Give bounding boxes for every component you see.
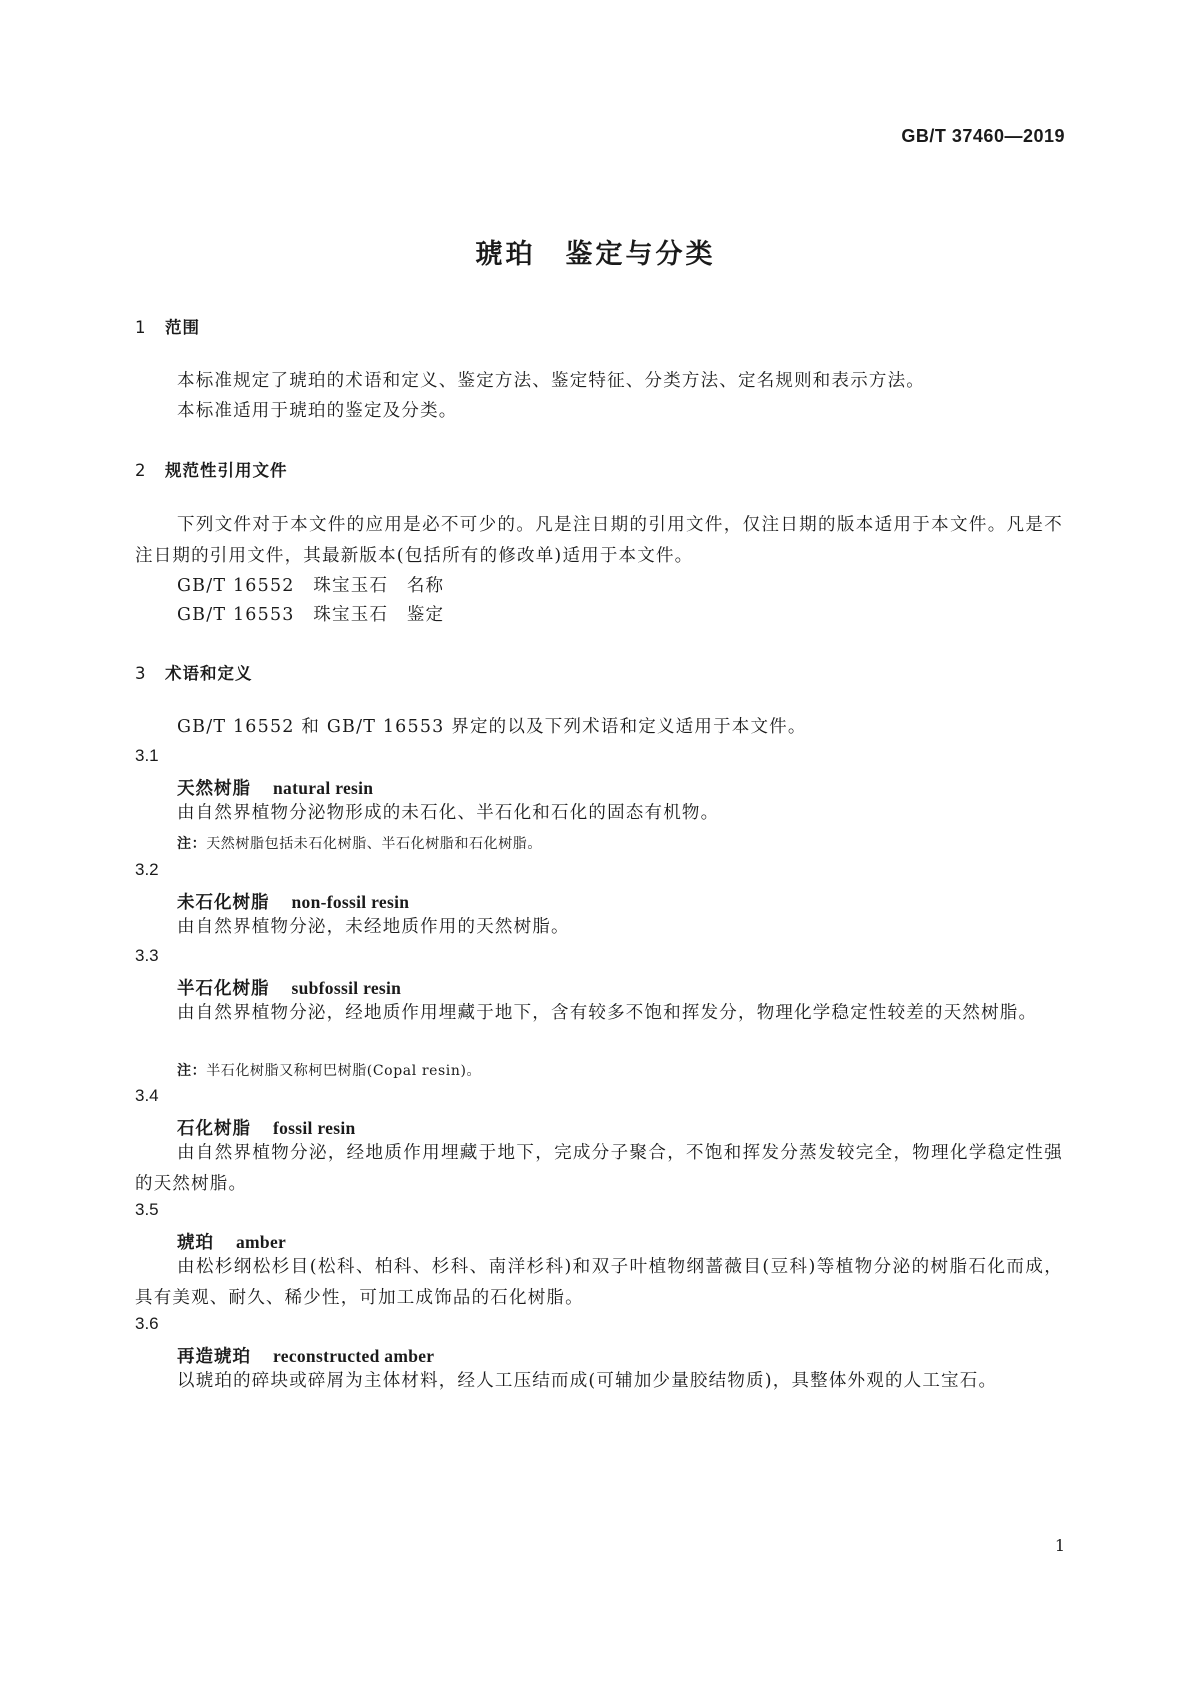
section-title: 规范性引用文件 [165,461,288,480]
term-definition: 由自然界植物分泌，未经地质作用的天然树脂。 [177,917,570,937]
page-number: 1 [1054,1536,1065,1555]
term-english: reconstructed amber [273,1346,435,1366]
normative-reference: GB/T 16553 珠宝玉石 鉴定 [177,605,445,625]
term-chinese: 半石化树脂 [177,979,270,999]
clause-number: 3.6 [135,1314,159,1333]
section-2-paragraph: 下列文件对于本文件的应用是必不可少的。凡是注日期的引用文件，仅注日期的版本适用于本文件。凡是不注日期的引用文件，其最新版本(包括所有的修改单)适用于本文件。 [135,515,1063,566]
term-heading [177,975,401,1000]
note-label: 注： [177,836,207,852]
term-heading [177,775,373,800]
note-text: 天然树脂包括未石化树脂、半石化树脂和石化树脂。 [206,836,543,852]
section-title: 术语和定义 [165,664,253,683]
term-heading [177,1229,286,1254]
term-definition: 由自然界植物分泌，经地质作用埋藏于地下，完成分子聚合，不饱和挥发分蒸发较完全，物理化学稳定性强的天然树脂。 [135,1143,1063,1194]
term-note [177,833,542,853]
term-chinese: 琥珀 [177,1233,214,1253]
term-chinese: 再造琥珀 [177,1347,251,1367]
standard-number: GB/T 37460—2019 [901,126,1065,146]
clause-number: 3.5 [135,1200,159,1219]
clause-number: 3.4 [135,1086,159,1105]
section-3-heading [135,660,253,684]
section-1-paragraph-2: 本标准适用于琥珀的鉴定及分类。 [177,401,458,421]
term-chinese: 天然树脂 [177,779,251,799]
section-title: 范围 [165,318,200,337]
section-number: 1 [135,318,147,337]
term-english: amber [236,1232,287,1252]
term-definition: 由自然界植物分泌，经地质作用埋藏于地下，含有较多不饱和挥发分，物理化学稳定性较差的天然树脂。 [177,1003,1038,1023]
section-3-intro: GB/T 16552 和 GB/T 16553 界定的以及下列术语和定义适用于本文件。 [177,717,807,737]
term-note [177,1060,481,1080]
term-english: natural resin [273,778,374,798]
term-heading [177,889,409,914]
section-number: 2 [135,461,147,480]
term-definition: 由松杉纲松杉目(松科、柏科、杉科、南洋杉科)和双子叶植物纲蔷薇目(豆科)等植物分泌的树脂石化而成，具有美观、耐久、稀少性，可加工成饰品的石化树脂。 [135,1257,1063,1308]
term-english: subfossil resin [291,978,402,998]
clause-number: 3.1 [135,746,159,765]
section-1-heading [135,314,200,338]
clause-number: 3.2 [135,860,159,879]
term-chinese: 未石化树脂 [177,893,270,913]
term-heading [177,1343,434,1368]
term-english: fossil resin [273,1118,356,1138]
section-2-heading [135,457,288,481]
document-title: 琥珀 鉴定与分类 [475,239,716,270]
term-chinese: 石化树脂 [177,1119,251,1139]
note-label: 注： [177,1063,207,1079]
term-definition: 由自然界植物分泌物形成的未石化、半石化和石化的固态有机物。 [177,803,720,823]
section-number: 3 [135,664,147,683]
clause-number: 3.3 [135,946,159,965]
note-text: 半石化树脂又称柯巴树脂(Copal resin)。 [206,1063,482,1079]
section-1-paragraph-1: 本标准规定了琥珀的术语和定义、鉴定方法、鉴定特征、分类方法、定名规则和表示方法。 [177,371,925,391]
term-heading [177,1115,356,1140]
term-definition: 以琥珀的碎块或碎屑为主体材料，经人工压结而成(可辅加少量胶结物质)，具整体外观的人工宝石。 [177,1371,998,1391]
term-english: non-fossil resin [291,892,410,912]
normative-reference: GB/T 16552 珠宝玉石 名称 [177,576,445,596]
